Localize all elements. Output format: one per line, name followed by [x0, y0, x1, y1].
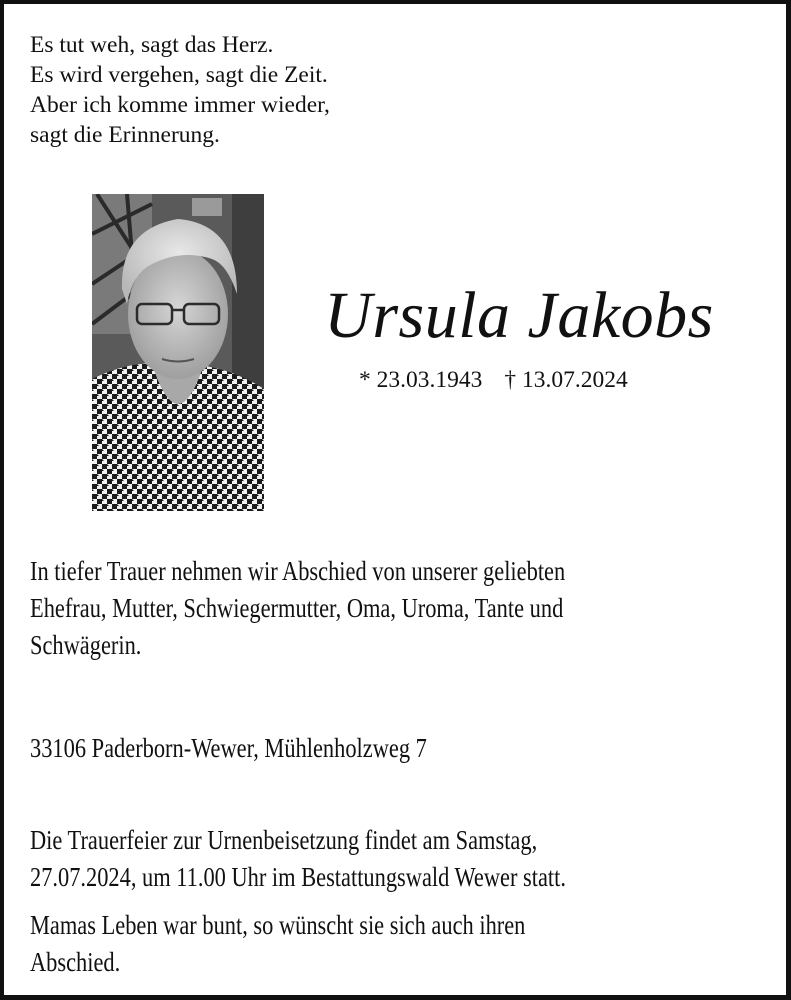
closing-note: [30, 907, 525, 981]
family-address: [30, 730, 427, 767]
ceremony-line: Die Trauerfeier zur Urnenbeisetzung findet am Samstag,: [30, 825, 538, 855]
life-dates: [359, 365, 628, 395]
poem-line: Es tut weh, sagt das Herz.: [30, 32, 274, 58]
death-date: 13.07.2024: [522, 367, 628, 393]
portrait-photo: [92, 194, 264, 511]
poem-line: Es wird vergehen, sagt die Zeit.: [30, 62, 328, 88]
announcement-line: In tiefer Trauer nehmen wir Abschied von unserer geliebten: [30, 556, 566, 586]
memorial-poem: [30, 30, 330, 150]
closing-line: Mamas Leben war bunt, so wünscht sie sich auch ihren: [30, 910, 526, 940]
birth-symbol: *: [359, 367, 371, 393]
announcement-line: Schwägerin.: [30, 630, 142, 660]
birth-date: 23.03.1943: [376, 367, 483, 393]
announcement-line: Ehefrau, Mutter, Schwiegermutter, Oma, Uroma, Tante und: [30, 593, 564, 623]
deceased-name: Ursula Jakobs: [324, 279, 714, 352]
ceremony-details: [30, 822, 566, 896]
poem-line: sagt die Erinnerung.: [30, 122, 220, 148]
announcement-text: [30, 553, 565, 664]
closing-line: Abschied.: [30, 947, 121, 977]
ceremony-line: 27.07.2024, um 11.00 Uhr im Bestattungswald Wewer statt.: [30, 862, 566, 892]
poem-line: Aber ich komme immer wieder,: [30, 92, 330, 118]
address-line: 33106 Paderborn-Wewer, Mühlenholzweg 7: [30, 733, 427, 763]
dagger-icon: †: [504, 367, 517, 393]
